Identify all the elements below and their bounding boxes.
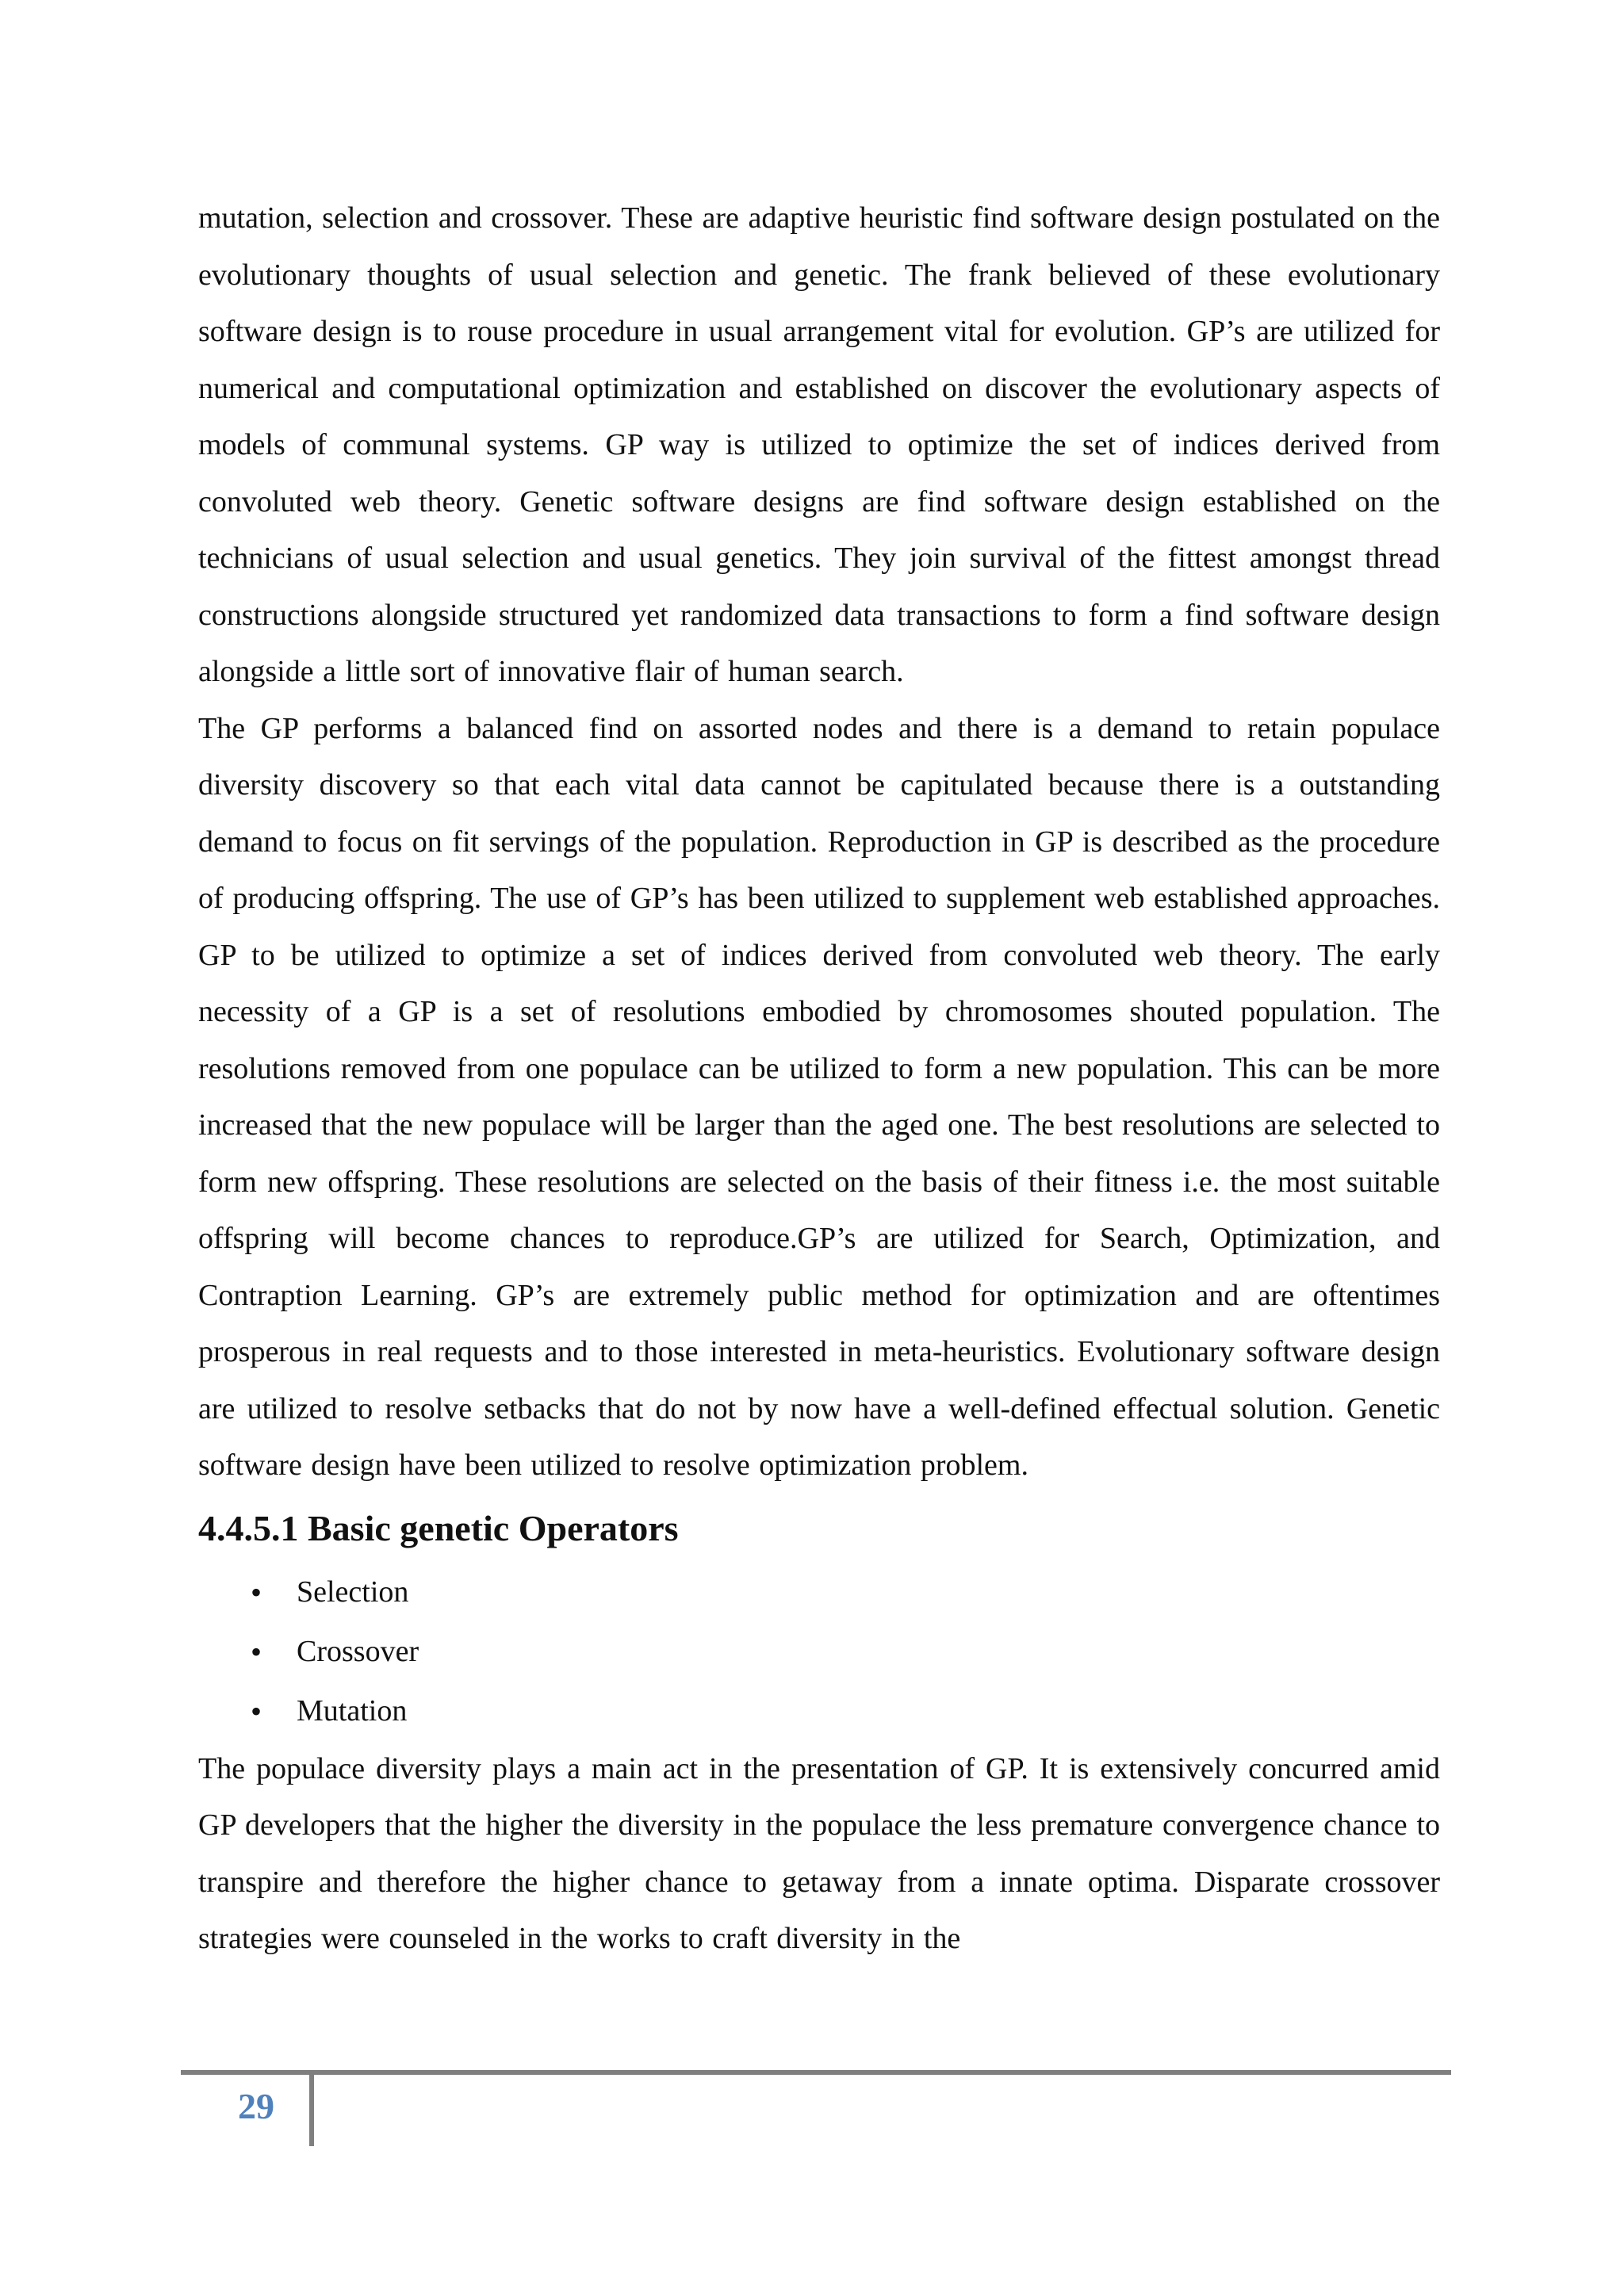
paragraph-3: The populace diversity plays a main act in the presentation of GP. It is extensively concurred amid GP developers that the higher the diversity in the populace the less premature convergence chance to transpire and therefore the higher chance to getaway from a innate optima. Disparate crossover strategies were counseled in the works to craft diversity in the [198,1751,1440,1955]
footer-horizontal-rule [181,2070,1451,2075]
paragraph-2: The GP performs a balanced find on assorted nodes and there is a demand to retain populace diversity discovery so that each vital data cannot be capitulated because there is a outstanding demand to focus on fit servings of the population. Reproduction in GP is described as the procedure of producing offspring. The use of GP’s has been utilized to supplement web established approaches. GP to be utilized to optimize a set of indices derived from convoluted web theory. The early necessity of a GP is a set of resolutions embodied by chromosomes shouted population. The resolutions removed from one populace can be utilized to form a new population. This can be more increased that the new populace will be larger than the aged one. The best resolutions are selected to form new offspring. These resolutions are selected on the basis of their fitness i.e. the most suitable offspring will become chances to reproduce.GP’s are utilized for Search, Optimization, and Contraption Learning. GP’s are extremely public method for optimization and are oftentimes prosperous in real requests and to those interested in meta-heuristics. Evolutionary software design are utilized to resolve setbacks that do not by now have a well-defined effectual solution. Genetic software design have been utilized to resolve optimization problem. [198,711,1440,1482]
footer-vertical-rule [309,2070,314,2146]
list-item-selection: • Selection [251,1563,1440,1622]
list-item-crossover: • Crossover [251,1622,1440,1682]
page-number: 29 [238,2086,274,2126]
operator-list [198,1563,1440,1741]
list-item-mutation: • Mutation [251,1682,1440,1741]
page-content [198,190,1440,1968]
section-heading: 4.4.5.1 Basic genetic Operators [198,1507,679,1548]
paragraph-1: mutation, selection and crossover. These are adaptive heuristic find software design postulated on the evolutionary thoughts of usual selection and genetic. The frank believed of these evolutionary software design is to rouse procedure in usual arrangement vital for evolution. GP’s are utilized for numerical and computational optimization and established on discover the evolutionary aspects of models of communal systems. GP way is utilized to optimize the set of indices derived from convoluted web theory. Genetic software designs are find software design established on the technicians of usual selection and usual genetics. They join survival of the fittest amongst thread constructions alongside structured yet randomized data transactions to form a find software design alongside a little sort of innovative flair of human search. [198,201,1440,688]
